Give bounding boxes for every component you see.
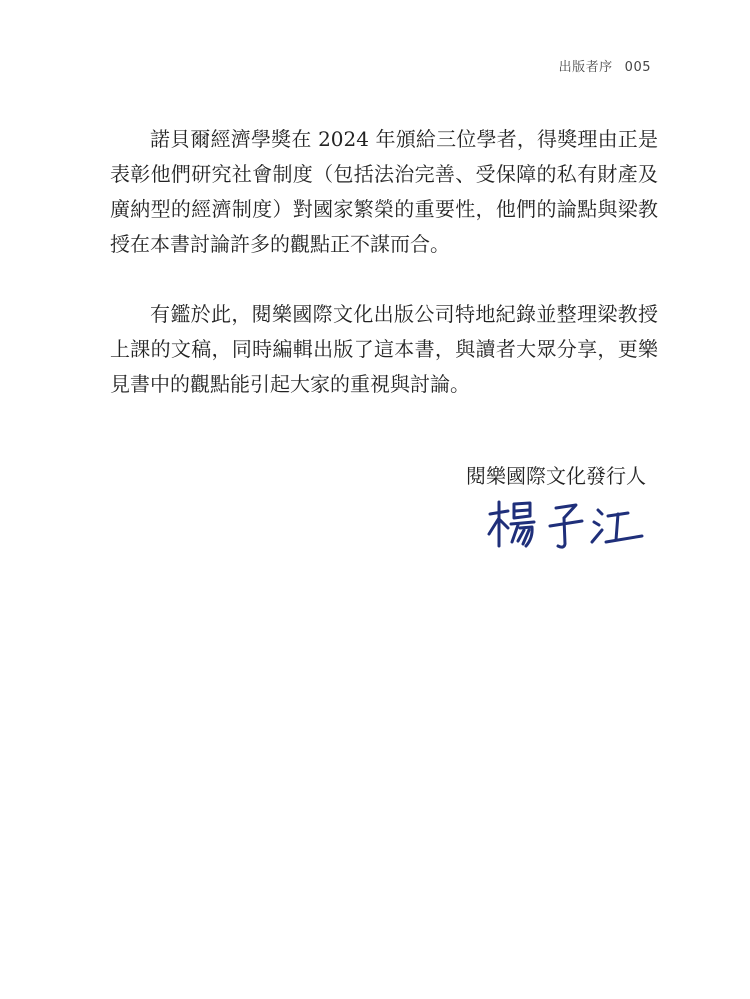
handwritten-signature xyxy=(482,494,652,554)
preface-body xyxy=(110,122,658,437)
page-number: 005 xyxy=(624,60,651,75)
paragraph-2: 有鑑於此，閱樂國際文化出版公司特地紀錄並整理梁教授上課的文稿，同時編輯出版了這本書，與讀者大眾分享，更樂見書中的觀點能引起大家的重視與討論。 xyxy=(110,302,658,396)
running-header xyxy=(559,56,651,75)
paragraph-1: 諾貝爾經濟學獎在 2024 年頒給三位學者，得獎理由正是表彰他們研究社會制度（包括法治完善、受保障的私有財產及廣納型的經濟制度）對國家繁榮的重要性，他們的論點與梁教授在本書討論許多的觀點正不謀而合。 xyxy=(110,127,658,256)
section-title: 出版者序 xyxy=(558,60,613,75)
signatory-title: 閱樂國際文化發行人 xyxy=(466,464,646,488)
